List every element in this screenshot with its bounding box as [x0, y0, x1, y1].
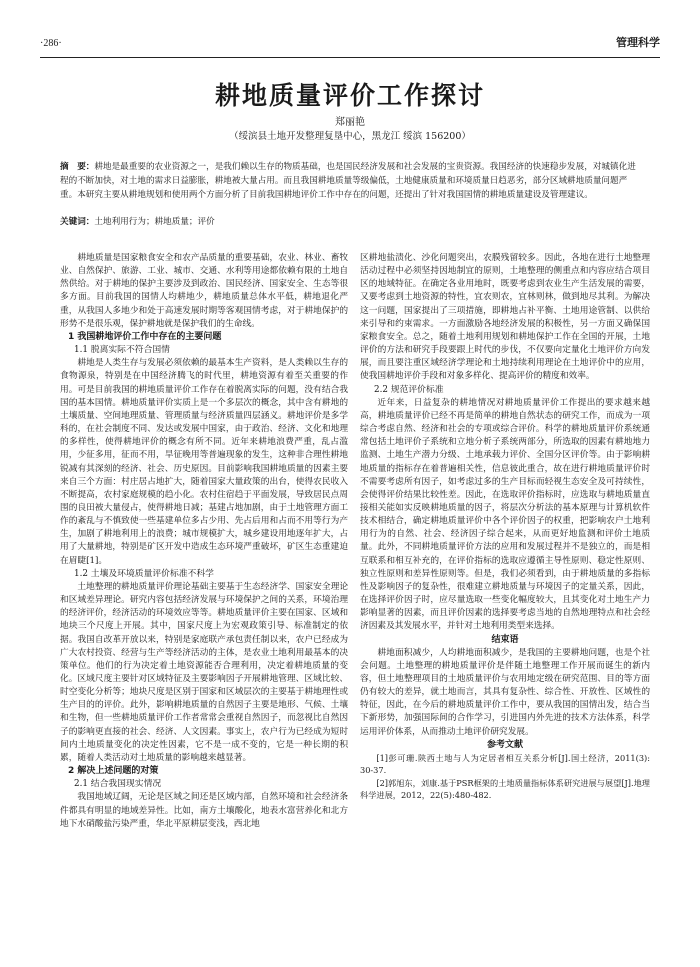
section-heading: 2 解决上述问题的对策	[68, 766, 159, 777]
body-paragraph: 耕地面积减少，人均耕地面积减少，是我国的主要耕地问题，也是个社会问题。土地整理的耕地质量评价是伴随土地整理工作开展而诞生的新内容，但土地整理项目的土地质量评价与农用地定级在研究范围、目的等方面仍有较大的差异，就土地而言，其具有复杂性、综合性、开放性、区域性的特征，因此，在今后的耕地质量评价工作中，要从我国的国情出发，结合当下新形势，加强国际间的合作学习，引进国内外先进的技术方法体系，科学运用评价体系，从而推动土地评价研究发展。	[360, 647, 650, 737]
body-paragraph: 土地整理的耕地质量评价理论基础主要基于生态经济学、国家安全理论和区域差异理论。研究内容包括经济发展与环境保护之间的关系，环境治理的经济评价，经济活动的环境效应等等。耕地质量评价主要在国家、区域和地块三个尺度上开展。其中，国家尺度上为宏观政策引导、标准制定的依据。我国自改革开放以来，特别是家庭联产承包责任制以来，农户已经成为广大农村投资、经营与生产等经济活动的主体，是农业土地利用最基本的决策单位。他们的行为决定着土地资源能否合理利用，决定着耕地质量的变化。区域尺度主要针对区域特征及主要影响因子开展耕地管理、区域比较、时空变化分析等；地块尺度是区别于国家和区域层次的主要基于耕地理性或生产目的的评价。此外，影响耕地质量的自然因子主要是地形、气候、土壤和生物，但一些耕地质量评价工作者常常会重视自然因子，而忽视比自然因子的影响更直接的社会、经济、人文因素。事实上，农户行为已经成为短时间内土地质量变化的决定性因素，它不是一成不变的，它是一种长期的积累，随着人类活动对土地质量的影响越来越显著。	[60, 581, 348, 763]
section-heading: 结束语	[491, 634, 519, 645]
body-paragraph: 近年来，日益复杂的耕地情况对耕地质量评价工作提出的要求越来越高，耕地质量评价已经不再是简单的耕地自然状态的研究工作，而成为一项综合考虑自然、经济和社会的专项或综合评价。科学的耕地质量评价系统通常包括土地评价子系统和立地分析子系统两部分，所选取的因素有耕地地力监测、土地生产潜力分级、土地承载力评价、全国分区评价等。由于影响耕地质量的指标存在着普遍相关性，信息彼此重合，故在进行耕地质量评价时不需要考虑所有因子，如考虑过多的生产目标而轻视生态安全及可持续性，会使得评价结果比较性差。因此，在选取评价指标时，应选取与耕地质量直接相关能如实反映耕地质量的因子，将层次分析法的基本原理与计算机软件技术相结合，确定耕地质量评价中各个评价因子的权重，把影响农户土地利用行为的自然、社会、经济因子综合起来，从而更好地监测和评价土地质量。此外，不同耕地质量评价方法的应用和发展过程并不是独立的，而是相互联系和相互补充的，在评价指标的选取应遵循主导性原则、稳定性原则、独立性原则和差异性原则等。但是，我们必须看到，由于耕地质量的多指标性及影响因子的复杂性，很难建立耕地质量与环境因子的定量关系，因此，在选择评价因子时，应尽量选取一些变化幅度较大，且其变化对土地生产力影响显著的因素，而且评价因素的选择要考虑当地的自然地理特点和社会经济因素及其发展水平，并针对土地利用类型来选择。	[360, 397, 650, 632]
page-number: ·286·	[40, 38, 62, 49]
header-rule	[40, 57, 660, 58]
subsection-heading: 1.2 土壤及环境质量评价标准不科学	[74, 568, 214, 579]
section-heading: 参考文献	[486, 739, 523, 750]
keywords	[60, 216, 640, 229]
keywords-label: 关键词：	[60, 217, 95, 227]
reference-item: [1]彭可珊.陕西土地与人为定居者相互关系分析[J].国土经济，2011(3): 30-37.	[360, 752, 650, 776]
reference-item: [2]郭旭东，刘康.基于PSR框架的土地质量指标体系研究进展与展望[J].地理科学进展，2012，22(5):480-482.	[360, 777, 650, 801]
subsection-heading: 2.2 规范评价标准	[374, 384, 444, 395]
keywords-text: 土地利用行为；耕地质量；评价	[94, 217, 215, 227]
body-paragraph: 耕地是人类生存与发展必须依赖的最基本生产资料，是人类赖以生存的食物源泉，特别是在中国经济腾飞的时代里，耕地资源有着至关重要的作用。可是目前我国的耕地质量评价工作存在着脱离实际的问题，没有结合我国的基本国情。耕地质量评价实质上是一个多层次的概念，其中含有耕地的土壤质量、空间地理质量、管理质量与经济质量四层涵义。耕地评价是多学科的，在社会制度不同、发达或发展中国家，由于政治、经济、文化和地理的多样性，使得耕地评价的概念有所不同。近年来耕地浪费严重，乱占滥用，少征多用，征而不用，旱征晚用等普遍现象的发生，这种非合理性耕地锐减有其深刻的经济、社会、历史原因。目前影响我国耕地质量的因素主要来自三个方面：村庄居占地扩大，随着国家大量政策的出台，使得农民收入不断提高，农村家庭规模的趋小化。农村住宿趋于平面发展，导致居民点周围的良田被大量侵占，使得耕地日减；基建占地加剧，由于土地管理方面工作的紊乱与不慎致使一些基建单位多占少用、先占后用和占而不用等行为产生，加剧了耕地利用上的浪费；城市规模扩大，城乡建设用地逐年扩大，占用了大量耕地，特别是矿区开发中造成生态环境严重破坏，矿区生态重建迫在眉睫[1]。	[60, 358, 348, 566]
author-affiliation: （绥滨县土地开发整理复垦中心，黑龙江 绥滨 156200）	[229, 131, 471, 142]
section-heading: 1 我国耕地评价工作中存在的主要问题	[68, 331, 222, 342]
journal-section: 管理科学	[616, 36, 660, 49]
body-paragraph: 我国地域辽阔，无论是区域之间还是区域内部，自然环境和社会经济条件都具有明显的地域差异性。比如，南方土壤酸化，地表水富营养化和北方地下水硝酸盐污染严重，华北平原耕层变浅，西北地	[60, 792, 348, 829]
left-column	[60, 252, 348, 831]
article-author: 郑丽艳	[335, 117, 365, 128]
body-paragraph: 区耕地盐渍化、沙化问题突出，农膜残留较多。因此，各地在进行土地整理活动过程中必须坚持因地制宜的原则，土地整理的侧重点和内容应结合项目区的地域特征。在确定各业用地时，既要考虑到农业生产生活发展的需要，又要考虑到土地资源的特性，宜农则农，宜林则林，做到地尽其利。为解决这一问题，国家提出了三项措施，即耕地占补平衡、土地用途管制、以供给来引导和约束需求。一方面激励各地经济发展的积极性，另一方面又确保国家粮食安全。总之，随着土地利用规划和耕地保护工作在全国的开展，土地评价的方法和研究手段要跟上时代的步伐，不仅要向定量化土地评价方向发展，而且要注重区域经济学理论和土地持续利用理论在土地评价中的应用，使我国耕地评价手段和对象多样化、提高评价的精度和效率。	[360, 253, 650, 382]
subsection-heading: 1.1 脱离实际不符合国情	[74, 345, 170, 356]
abstract	[60, 160, 640, 202]
abstract-label: 摘 要：	[60, 162, 95, 172]
right-column	[360, 252, 650, 802]
article-title: 耕地质量评价工作探讨	[214, 81, 485, 110]
abstract-text: 耕地是最重要的农业资源之一，是我们赖以生存的物质基础，也是国民经济发展和社会发展的宝贵资源。我国经济的快速稳步发展，对城镇化进程的不断加快，对土地的需求日益膨胀，耕地被大量占用。而且我国耕地质量等级偏低，土地健康质量和环境质量日趋恶劣，部分区域耕地质量问题严重。本研究主要从耕地规划和使用两个方面分析了目前我国耕地评价工作中存在的问题，还提出了针对我国国情的耕地质量建设及管理建议。	[60, 162, 636, 200]
page-header	[40, 34, 660, 54]
body-paragraph: 耕地质量是国家粮食安全和农产品质量的重要基础，农业、林业、畜牧业、自然保护、旅游、工业、城市、交通、水利等用途都依赖有限的土地自然供给。对于耕地的保护主要涉及到政治、国民经济、国家安全、生态等很多方面。目前我国的国情人均耕地少，耕地质量总体水平低，耕地退化严重，从我国人多地少和处于高速发展时期等客观国情考虑，对于耕地保护的形势不是很乐观，保护耕地就是保护我们的生命线。	[60, 253, 348, 329]
subsection-heading: 2.1 结合我国现实情况	[74, 779, 162, 790]
